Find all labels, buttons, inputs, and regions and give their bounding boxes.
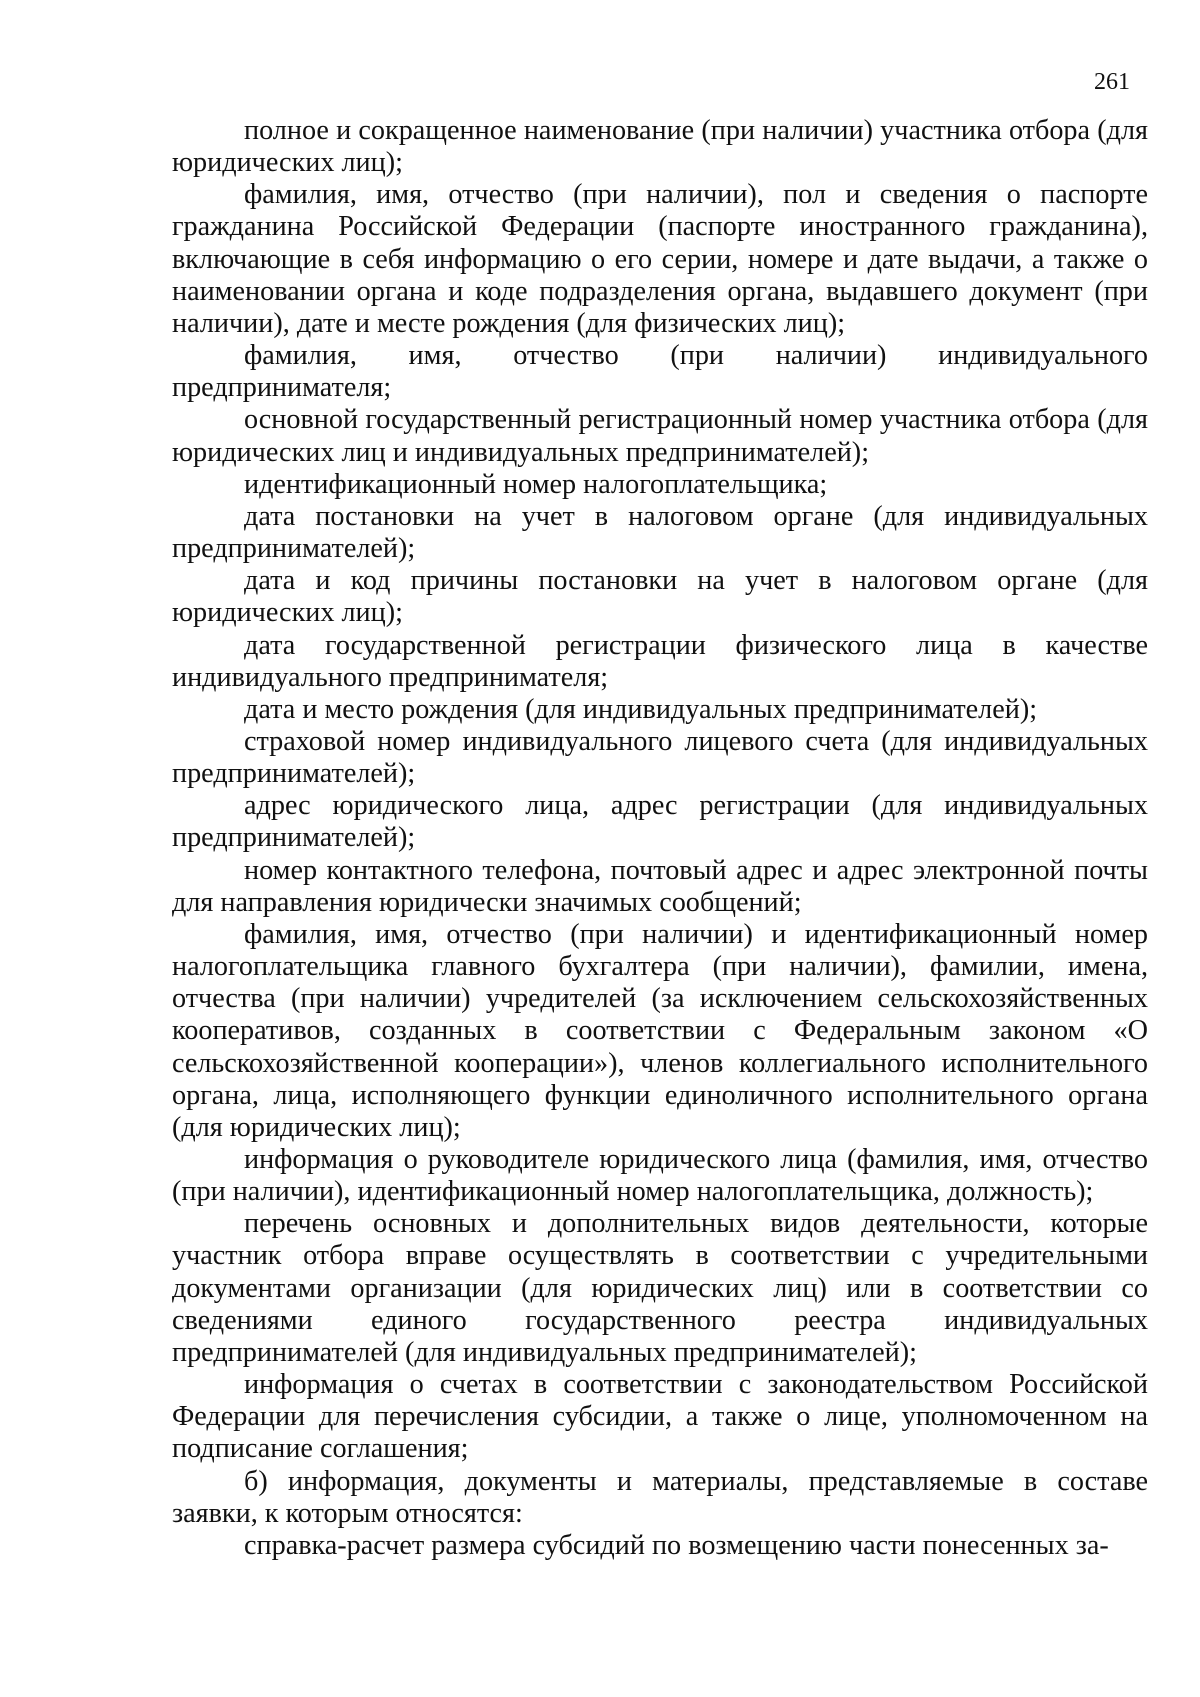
page-number: 261: [1094, 69, 1130, 95]
paragraph-17: б) информация, документы и материалы, представляемые в составе заявки, к которым относятся:: [172, 1465, 1148, 1529]
paragraph-16: информация о счетах в соответствии с законодательством Российской Федерации для перечисления субсидии, а также о лице, уполномоченном на подписание соглашения;: [172, 1369, 1148, 1465]
paragraph-9: дата и место рождения (для индивидуальных предпринимателей);: [244, 693, 1038, 725]
paragraph-18: справка-расчет размера субсидий по возмещению части понесенных за-: [244, 1529, 1109, 1561]
document-body: [172, 115, 1148, 1562]
paragraph-10: страховой номер индивидуального лицевого счета (для индивидуальных предпринимателей);: [172, 725, 1148, 790]
paragraph-1: полное и сокращенное наименование (при наличии) участника отбора (для юридических лиц);: [172, 115, 1148, 179]
paragraph-14: информация о руководителе юридического лица (фамилия, имя, отчество (при наличии), идентификационный номер налогоплательщика, должность);: [172, 1144, 1148, 1208]
paragraph-8: дата государственной регистрации физического лица в качестве индивидуального предпринимателя;: [172, 629, 1148, 693]
paragraph-7: дата и код причины постановки на учет в налоговом органе (для юридических лиц);: [172, 565, 1148, 629]
paragraph-3: фамилия, имя, отчество (при наличии) индивидуального предпринимателя;: [172, 340, 1148, 404]
paragraph-4: основной государственный регистрационный номер участника отбора (для юридических лиц и индивидуальных предпринимателей);: [172, 404, 1148, 468]
paragraph-12: номер контактного телефона, почтовый адрес и адрес электронной почты для направления юридически значимых сообщений;: [172, 854, 1148, 918]
paragraph-13: фамилия, имя, отчество (при наличии) и идентификационный номер налогоплательщика главного бухгалтера (при наличии), фамилии, имена, отчества (при наличии) учредителей (за исключением сельскохозяйственных кооперативов, созданных в соответствии с Федеральным законом «О сельскохозяйственной кооперации»), членов коллегиального исполнительного органа, лица, исполняющего функции единоличного исполнительного органа (для юридических лиц);: [172, 918, 1148, 1143]
paragraph-6: дата постановки на учет в налоговом органе (для индивидуальных предпринимателей);: [172, 500, 1148, 565]
paragraph-15: перечень основных и дополнительных видов деятельности, которые участник отбора вправе осуществлять в соответствии с учредительными документами организации (для юридических лиц) или в соответствии со сведениями единого государственного реестра индивидуальных предпринимателей (для индивидуальных предпринимателей);: [172, 1208, 1148, 1368]
paragraph-5: идентификационный номер налогоплательщика;: [244, 468, 828, 500]
paragraph-2: фамилия, имя, отчество (при наличии), пол и сведения о паспорте гражданина Российской Федерации (паспорте иностранного гражданина), включающие в себя информацию о его серии, номере и дате выдачи, а также о наименовании органа и коде подразделения органа, выдавшего документ (при наличии), дате и месте рождения (для физических лиц);: [172, 179, 1148, 339]
paragraph-11: адрес юридического лица, адрес регистрации (для индивидуальных предпринимателей);: [172, 790, 1148, 854]
